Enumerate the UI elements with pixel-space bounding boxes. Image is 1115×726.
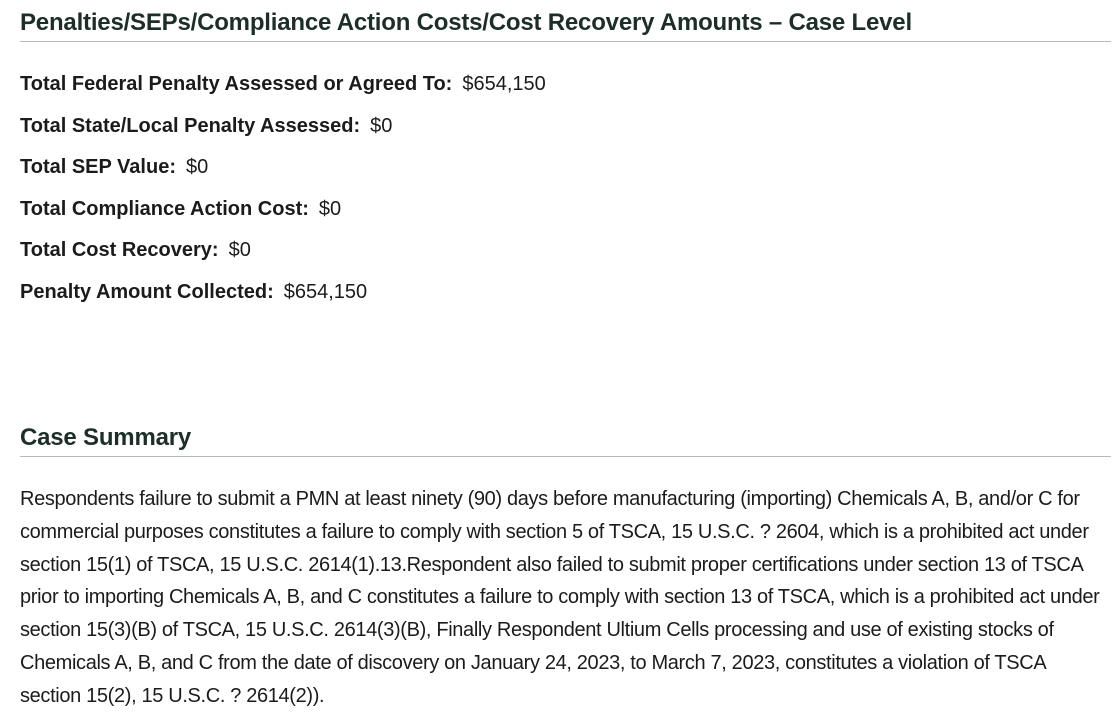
field-value: $654,150 — [462, 73, 546, 95]
field-label: Penalty Amount Collected: — [20, 280, 274, 303]
cost-recovery-row — [20, 230, 546, 272]
field-label: Total Federal Penalty Assessed or Agreed To: — [20, 73, 453, 95]
field-value: $0 — [370, 114, 393, 137]
field-label: Total Cost Recovery: — [20, 239, 219, 262]
case-summary-heading: Case Summary — [20, 421, 1111, 457]
field-label: Total State/Local Penalty Assessed: — [20, 114, 361, 137]
state-local-penalty-row — [20, 106, 546, 148]
federal-penalty-row — [20, 64, 546, 106]
sep-value-row — [20, 147, 546, 189]
compliance-action-cost-row — [20, 189, 546, 231]
field-label: Total Compliance Action Cost: — [20, 197, 309, 220]
field-value: $654,150 — [283, 280, 368, 303]
field-value: $0 — [228, 239, 251, 262]
field-value: $0 — [318, 197, 342, 220]
penalty-collected-row — [20, 272, 546, 314]
field-label: Total SEP Value: — [20, 156, 176, 179]
penalties-section-heading: Penalties/SEPs/Compliance Action Costs/Cost Recovery Amounts – Case Level — [20, 6, 1111, 42]
case-summary-text: Respondents failure to submit a PMN at least ninety (90) days before manufacturing (importing) Chemicals A, B, and/or C for commercial purposes constitutes a failure to comply with section 5 of TSCA, 15 U.S.C. ? 2604, which is a prohibited act under section 15(1) of TSCA, 15 U.S.C. 2614(1).13.Respondent also failed to submit proper certifications under section 13 of TSCA prior to importing Chemicals A, B, and C constitutes a failure to comply with section 13 of TSCA, which is a prohibited act under section 15(3)(B) of TSCA, 15 U.S.C. 2614(3)(B), Finally Respondent Ultium Cells processing and use of existing stocks of Chemicals A, B, and C from the date of discovery on January 24, 2023, to March 7, 2023, constitutes a violation of TSCA section 15(2), 15 U.S.C. ? 2614(2)). — [20, 488, 1100, 707]
field-value: $0 — [185, 156, 209, 179]
penalty-fields-list — [20, 64, 546, 314]
